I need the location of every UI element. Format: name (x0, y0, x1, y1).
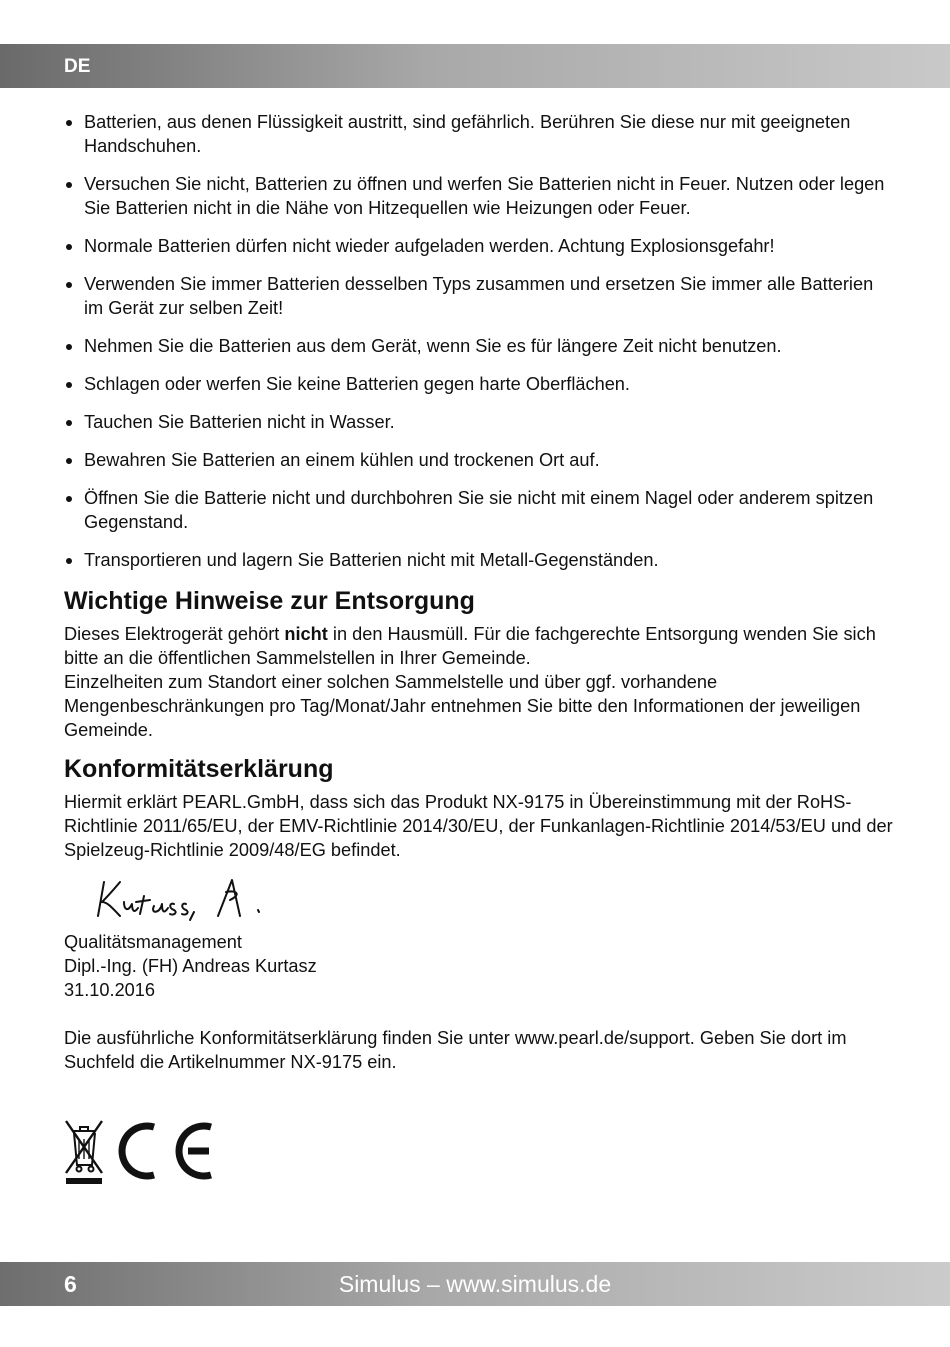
weee-bin-icon (66, 1121, 102, 1184)
emphasis-text: nicht (284, 624, 328, 644)
language-code: DE (64, 56, 91, 77)
conformity-more-info: Die ausführliche Konformitätserklärung finden Sie unter www.pearl.de/support. Geben Sie dort im Suchfeld die Artikelnummer NX-9175 ein. (64, 1028, 847, 1072)
list-item: Versuchen Sie nicht, Batterien zu öffnen und werfen Sie Batterien nicht in Feuer. Nutzen oder legen Sie Batterien nicht in die Nähe von Hitzequellen wie Heizungen oder Feuer. (64, 172, 894, 220)
signature-date: 31.10.2016 (64, 980, 156, 1000)
signer-name: Dipl.-Ing. (FH) Andreas Kurtasz (64, 956, 317, 976)
disposal-details-text: Einzelheiten zum Standort einer solchen Sammelstelle und über ggf. vorhandene Mengenbeschränkungen pro Tag/Monat/Jahr entnehmen Sie bitte den Informationen der jeweiligen Gemeinde. (64, 672, 861, 740)
bullet-icon (66, 282, 72, 288)
list-item: Tauchen Sie Batterien nicht in Wasser. (64, 410, 894, 434)
list-item: Transportieren und lagern Sie Batterien nicht mit Metall-Gegenständen. (64, 548, 894, 572)
certification-symbols (64, 1115, 224, 1192)
list-item: Batterien, aus denen Flüssigkeit austritt, sind gefährlich. Berühren Sie diese nur mit geeigneten Handschuhen. (64, 110, 894, 158)
list-item: Normale Batterien dürfen nicht wieder aufgeladen werden. Achtung Explosionsgefahr! (64, 234, 894, 258)
header-bar (0, 44, 950, 88)
bullet-icon (66, 382, 72, 388)
bullet-icon (66, 244, 72, 250)
bullet-icon (66, 344, 72, 350)
bullet-icon (66, 558, 72, 564)
conformity-text: Hiermit erklärt PEARL.GmbH, dass sich das Produkt NX-9175 in Übereinstimmung mit der RoHS-Richtlinie 2011/65/EU, der EMV-Richtlinie 2014/30/EU, der Funkanlagen-Richtlinie 2014/53/EU und der Spielzeug-Richtlinie 2009/48/EG befindet. (64, 792, 893, 860)
ce-mark-icon (122, 1126, 211, 1176)
bullet-icon (66, 496, 72, 502)
bullet-icon (66, 120, 72, 126)
list-item: Nehmen Sie die Batterien aus dem Gerät, wenn Sie es für längere Zeit nicht benutzen. (64, 334, 894, 358)
disposal-text: Dieses Elektrogerät gehört nicht in den Hausmüll. Für die fachgerechte Entsorgung wenden Sie sich bitte an die öffentlichen Sammelstellen in Ihrer Gemeinde. (64, 624, 876, 668)
list-item: Bewahren Sie Batterien an einem kühlen und trockenen Ort auf. (64, 448, 894, 472)
signer-role: Qualitätsmanagement (64, 932, 242, 952)
footer-text: Simulus – www.simulus.de (338, 1271, 612, 1297)
conformity-heading: Konformitätserklärung (64, 755, 334, 783)
page-number: 6 (64, 1271, 77, 1297)
bullet-icon (66, 182, 72, 188)
list-item: Öffnen Sie die Batterie nicht und durchbohren Sie sie nicht mit einem Nagel oder anderem spitzen Gegenstand. (64, 486, 894, 534)
disposal-heading: Wichtige Hinweise zur Entsorgung (64, 587, 475, 615)
signature-image (90, 872, 330, 924)
bullet-icon (66, 420, 72, 426)
page-content (64, 110, 894, 1074)
list-item: Verwenden Sie immer Batterien desselben Typs zusammen und ersetzen Sie immer alle Batterien im Gerät zur selben Zeit! (64, 272, 894, 320)
battery-safety-list (64, 110, 894, 572)
footer-bar (0, 1262, 950, 1306)
bullet-icon (66, 458, 72, 464)
list-item: Schlagen oder werfen Sie keine Batterien gegen harte Oberflächen. (64, 372, 894, 396)
